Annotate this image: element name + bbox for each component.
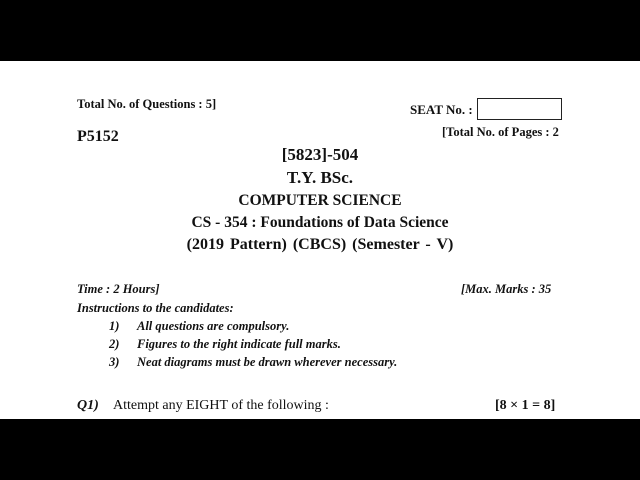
instruction-number: 2) [109, 337, 120, 351]
question-text: Attempt any EIGHT of the following : [113, 398, 329, 413]
instruction-text: Figures to the right indicate full marks. [137, 337, 341, 351]
max-marks: [Max. Marks : 35 [461, 282, 552, 296]
question-label: Q1) [77, 398, 99, 413]
instruction-text: All questions are compulsory. [137, 319, 290, 333]
course-title: T.Y. BSc. [286, 168, 354, 187]
pattern-title: (2019 Pattern) (CBCS) (Semester - V) [186, 236, 454, 253]
instruction-text: Neat diagrams must be drawn wherever necessary. [137, 355, 398, 369]
exam-code: [5823]-504 [281, 145, 359, 164]
subject-title: COMPUTER SCIENCE [238, 192, 402, 209]
seat-number-box [477, 98, 562, 120]
instruction-number: 1) [109, 319, 120, 333]
instruction-number: 3) [109, 355, 120, 369]
seat-label: SEAT No. : [410, 102, 473, 117]
total-questions: Total No. of Questions : 5] [77, 97, 217, 111]
question-marks: [8 × 1 = 8] [495, 398, 556, 413]
instructions-heading: Instructions to the candidates: [77, 301, 234, 315]
time-allowed: Time : 2 Hours] [77, 282, 160, 296]
paper-title: CS - 354 : Foundations of Data Science [191, 214, 449, 231]
paper-code: P5152 [77, 128, 119, 145]
total-pages: [Total No. of Pages : 2 [442, 125, 559, 139]
exam-page [0, 61, 640, 419]
